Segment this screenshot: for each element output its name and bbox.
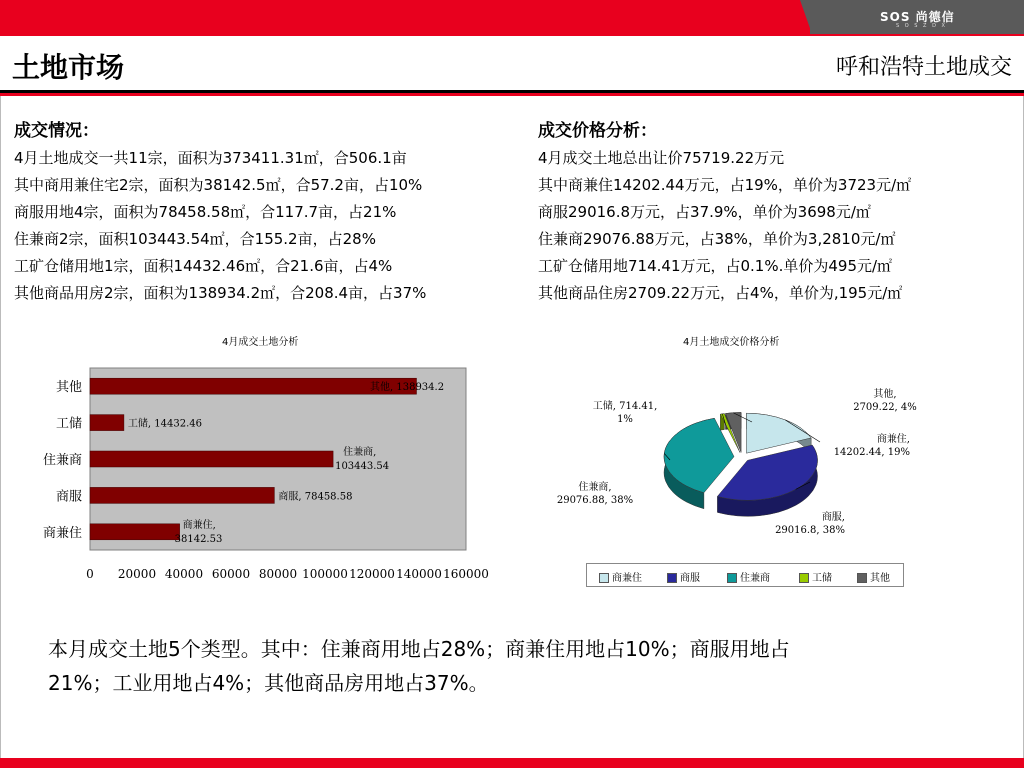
- bar-category-label: 住兼商: [42, 453, 82, 468]
- legend-item: [667, 569, 700, 584]
- pie-slice: [746, 413, 811, 453]
- bar-chart: [0, 340, 520, 590]
- legend-item: [599, 569, 642, 584]
- legend-swatch: [799, 573, 809, 583]
- legend-label: 商服: [680, 573, 700, 584]
- company-logo: SOS 尚德信: [880, 10, 955, 24]
- pie-chart-title: 4月土地成交价格分析: [683, 337, 780, 348]
- transaction-heading: 成交情况：: [14, 121, 99, 141]
- transaction-line: 工矿仓储用地1宗，面积14432.46㎡，合21.6亩，占4%: [14, 257, 393, 275]
- pie-data-label: 14202.44, 19%: [833, 447, 910, 458]
- transaction-line: 商服用地4宗，面积为78458.58㎡，合117.7亩，占21%: [14, 203, 397, 221]
- bar-x-tick-label: 40000: [164, 567, 204, 581]
- pie-data-label: 其他,: [873, 389, 897, 400]
- price-analysis-line: 工矿仓储用地714.41万元，占0.1%.单价为495元/㎡: [538, 257, 893, 275]
- transaction-line: 其他商品用房2宗，面积为138934.2㎡，合208.4亩，占37%: [14, 284, 427, 302]
- bar-data-label: 其他, 138934.2: [370, 382, 445, 394]
- bar-x-tick-label: 20000: [117, 567, 157, 581]
- pie-chart: [520, 342, 980, 562]
- price-analysis-heading: 成交价格分析：: [538, 121, 657, 141]
- bar-x-tick-label: 80000: [258, 567, 298, 581]
- legend-swatch: [727, 573, 737, 583]
- page-title: 土地市场: [12, 51, 125, 84]
- bar-data-label: 住兼商,: [343, 447, 377, 458]
- bottom-red-bar: [0, 758, 1024, 768]
- legend-item: [857, 569, 890, 584]
- summary-text: [48, 632, 978, 700]
- pie-data-label: 1%: [617, 414, 633, 425]
- bar-x-tick-label: 0: [86, 567, 94, 581]
- bar-x-tick-label: 100000: [302, 567, 348, 581]
- legend-swatch: [667, 573, 677, 583]
- price-analysis-line: 其他商品住房2709.22万元，占4%，单价为,195元/㎡: [538, 284, 903, 302]
- pie-data-label: 2709.22, 4%: [853, 402, 917, 413]
- legend-label: 工储: [812, 573, 832, 584]
- pie-data-label: 29016.8, 38%: [775, 525, 845, 536]
- bar-data-label: 工储, 14432.46: [127, 418, 202, 430]
- summary-line: 本月成交土地5个类型。其中：住兼商用地占28%；商兼住用地占10%；商服用地占: [48, 637, 790, 661]
- legend-swatch: [599, 573, 609, 583]
- summary-line: 21%；工业用地占4%；其他商品房用地占37%。: [48, 671, 489, 695]
- legend-item: [799, 569, 832, 584]
- bar-x-tick-label: 140000: [396, 567, 442, 581]
- bar-category-label: 商兼住: [42, 525, 82, 541]
- price-analysis-line: 4月成交土地总出让价75719.22万元: [538, 149, 785, 167]
- bar: [90, 487, 274, 503]
- bar: [90, 378, 416, 394]
- pie-legend: [586, 563, 904, 587]
- legend-label: 住兼商: [740, 573, 770, 584]
- bar: [90, 451, 333, 467]
- pie-data-label: 商服,: [821, 512, 845, 523]
- price-analysis-section: [538, 118, 911, 307]
- bar-data-label: 商服, 78458.58: [278, 491, 353, 503]
- bar: [90, 524, 180, 540]
- legend-label: 其他: [870, 573, 890, 584]
- bar-x-tick-label: 160000: [443, 567, 489, 581]
- pie-data-label: 工储, 714.41,: [592, 401, 658, 412]
- transaction-line: 4月土地成交一共11宗，面积为373411.31㎡，合506.1亩: [14, 149, 407, 167]
- transaction-section: [14, 118, 426, 307]
- bar-data-label: 38142.53: [174, 533, 223, 545]
- bar-x-tick-label: 60000: [211, 567, 251, 581]
- bar-category-label: 商服: [55, 489, 82, 505]
- bar-category-label: 工储: [55, 416, 82, 432]
- legend-swatch: [857, 573, 867, 583]
- price-analysis-line: 商服29016.8万元，占37.9%，单价为3698元/㎡: [538, 203, 871, 221]
- bar-x-tick-label: 120000: [349, 567, 395, 581]
- legend-label: 商兼住: [612, 573, 642, 584]
- legend-item: [727, 569, 770, 584]
- bar: [90, 415, 124, 431]
- bar-chart-title: 4月成交土地分析: [222, 337, 299, 348]
- pie-data-label: 商兼住,: [876, 434, 910, 445]
- pie-data-label: 住兼商,: [578, 482, 612, 493]
- pie-data-label: 29076.88, 38%: [556, 495, 634, 506]
- price-analysis-line: 其中商兼住14202.44万元，占19%，单价为3723元/㎡: [538, 176, 912, 194]
- page-subtitle: 呼和浩特土地成交: [835, 55, 1012, 80]
- bar-category-label: 其他: [55, 380, 82, 396]
- bar-data-label: 商兼住,: [182, 519, 216, 531]
- bar-data-label: 103443.54: [335, 461, 390, 472]
- transaction-line: 住兼商2宗，面积103443.54㎡，合155.2亩，占28%: [14, 230, 376, 248]
- price-analysis-line: 住兼商29076.88万元，占38%，单价为3,2810元/㎡: [538, 230, 896, 248]
- transaction-line: 其中商用兼住宅2宗，面积为38142.5㎡，合57.2亩，占10%: [14, 176, 423, 194]
- company-logo-subtext: S O S Z D X: [896, 23, 947, 29]
